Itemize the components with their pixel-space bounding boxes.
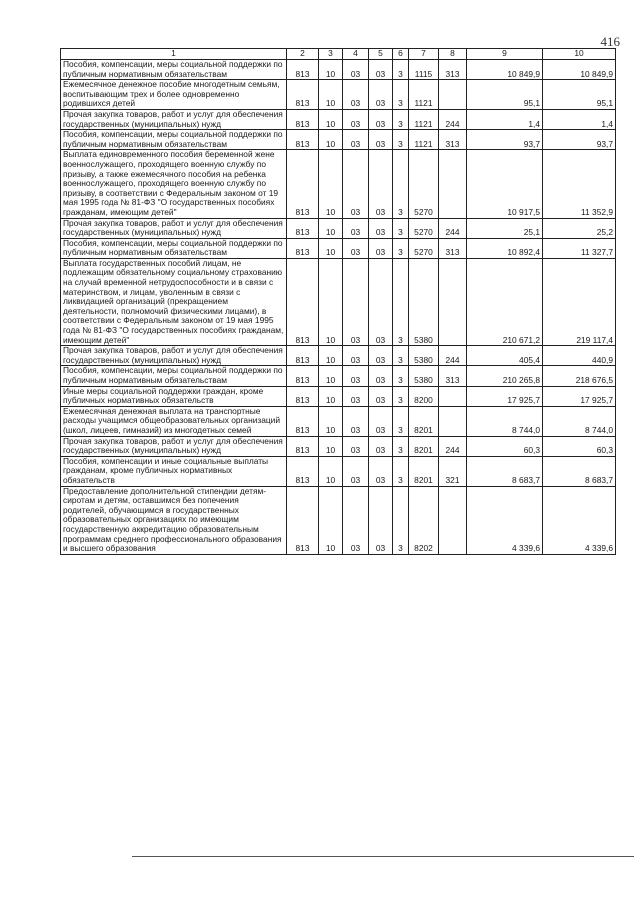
cell-program: 03 (369, 258, 393, 345)
cell-subprogram: 3 (393, 436, 409, 456)
cell-section: 10 (319, 486, 343, 554)
cell-admin-code: 813 (287, 150, 319, 218)
table-row (61, 130, 616, 150)
table-row (61, 486, 616, 554)
cell-section: 10 (319, 60, 343, 80)
cell-admin-code: 813 (287, 60, 319, 80)
row-description: Прочая закупка товаров, работ и услуг для обеспечения государственных (муниципальных) нужд (61, 346, 287, 366)
cell-expense-type (439, 150, 467, 218)
cell-subprogram: 3 (393, 150, 409, 218)
cell-item-code: 1121 (409, 130, 439, 150)
cell-subsection: 03 (343, 456, 369, 486)
footer-rule (132, 856, 634, 857)
cell-amount-year2: 440,9 (543, 346, 616, 366)
cell-amount-year1: 10 917,5 (467, 150, 543, 218)
cell-section: 10 (319, 150, 343, 218)
cell-amount-year1: 210 671,2 (467, 258, 543, 345)
cell-program: 03 (369, 486, 393, 554)
table-row (61, 238, 616, 258)
cell-admin-code: 813 (287, 366, 319, 386)
cell-subsection: 03 (343, 258, 369, 345)
cell-program: 03 (369, 130, 393, 150)
cell-amount-year2: 11 352,9 (543, 150, 616, 218)
cell-subsection: 03 (343, 150, 369, 218)
cell-section: 10 (319, 366, 343, 386)
cell-expense-type: 244 (439, 109, 467, 129)
cell-section: 10 (319, 109, 343, 129)
cell-program: 03 (369, 238, 393, 258)
cell-amount-year2: 4 339,6 (543, 486, 616, 554)
cell-amount-year2: 8 683,7 (543, 456, 616, 486)
cell-amount-year1: 25,1 (467, 218, 543, 238)
cell-item-code: 5380 (409, 258, 439, 345)
row-description: Прочая закупка товаров, работ и услуг для обеспечения государственных (муниципальных) нужд (61, 436, 287, 456)
table-row (61, 346, 616, 366)
cell-program: 03 (369, 346, 393, 366)
cell-subsection: 03 (343, 406, 369, 436)
cell-expense-type: 313 (439, 60, 467, 80)
row-description: Пособия, компенсации, меры социальной поддержки по публичным нормативным обязательствам (61, 366, 287, 386)
table-row (61, 386, 616, 406)
cell-admin-code: 813 (287, 456, 319, 486)
row-description: Ежемесячное денежное пособие многодетным семьям, воспитывающим трех и более одновременно родившихся детей (61, 80, 287, 110)
cell-admin-code: 813 (287, 406, 319, 436)
cell-item-code: 8201 (409, 406, 439, 436)
budget-table (60, 48, 616, 555)
cell-amount-year1: 17 925,7 (467, 386, 543, 406)
cell-subprogram: 3 (393, 238, 409, 258)
header-row (61, 49, 616, 60)
cell-amount-year2: 219 117,4 (543, 258, 616, 345)
cell-amount-year2: 8 744,0 (543, 406, 616, 436)
cell-item-code: 1121 (409, 109, 439, 129)
cell-item-code: 1115 (409, 60, 439, 80)
cell-subprogram: 3 (393, 258, 409, 345)
cell-amount-year1: 10 892,4 (467, 238, 543, 258)
cell-admin-code: 813 (287, 258, 319, 345)
table-row (61, 456, 616, 486)
row-description: Пособия, компенсации и иные социальные выплаты гражданам, кроме публичных нормативных обязательств (61, 456, 287, 486)
cell-section: 10 (319, 436, 343, 456)
cell-program: 03 (369, 436, 393, 456)
cell-program: 03 (369, 366, 393, 386)
cell-program: 03 (369, 218, 393, 238)
cell-subprogram: 3 (393, 109, 409, 129)
cell-amount-year2: 1,4 (543, 109, 616, 129)
cell-program: 03 (369, 60, 393, 80)
cell-subprogram: 3 (393, 130, 409, 150)
row-description: Выплата единовременного пособия беременной жене военнослужащего, проходящего военную службу по призыву, а также ежемесячного пособия на ребенка военнослужащего, проходящего военную службу по призыву, в соответствии с Федеральным законом от 19 мая 1995 года № 81-ФЗ "О государственных пособиях гражданам, имеющим детей" (61, 150, 287, 218)
table-row (61, 366, 616, 386)
cell-amount-year1: 93,7 (467, 130, 543, 150)
cell-item-code: 5380 (409, 366, 439, 386)
cell-expense-type: 313 (439, 238, 467, 258)
cell-admin-code: 813 (287, 238, 319, 258)
table-row (61, 60, 616, 80)
row-description: Прочая закупка товаров, работ и услуг для обеспечения государственных (муниципальных) нужд (61, 218, 287, 238)
cell-amount-year2: 10 849,9 (543, 60, 616, 80)
cell-expense-type: 244 (439, 218, 467, 238)
cell-program: 03 (369, 80, 393, 110)
cell-subsection: 03 (343, 436, 369, 456)
cell-amount-year1: 95,1 (467, 80, 543, 110)
cell-amount-year2: 60,3 (543, 436, 616, 456)
cell-amount-year2: 95,1 (543, 80, 616, 110)
cell-subprogram: 3 (393, 346, 409, 366)
cell-expense-type (439, 406, 467, 436)
cell-amount-year1: 1,4 (467, 109, 543, 129)
cell-section: 10 (319, 456, 343, 486)
cell-admin-code: 813 (287, 486, 319, 554)
cell-amount-year2: 93,7 (543, 130, 616, 150)
cell-expense-type: 244 (439, 346, 467, 366)
column-header: 4 (343, 49, 369, 60)
row-description: Пособия, компенсации, меры социальной поддержки по публичным нормативным обязательствам (61, 238, 287, 258)
cell-subprogram: 3 (393, 80, 409, 110)
row-description: Прочая закупка товаров, работ и услуг для обеспечения государственных (муниципальных) нужд (61, 109, 287, 129)
row-description: Выплата государственных пособий лицам, не подлежащим обязательному социальному страхованию на случай временной нетрудоспособности и в связи с материнством, и лицам, уволенным в связи с ликвидацией организаций (прекращением деятельности, полномочий физическими лицами), в соответствии с Федеральным законом от 19 мая 1995 года № 81-ФЗ "О государственных пособиях гражданам, имеющим детей" (61, 258, 287, 345)
cell-amount-year2: 218 676,5 (543, 366, 616, 386)
cell-expense-type: 313 (439, 130, 467, 150)
cell-section: 10 (319, 218, 343, 238)
cell-expense-type (439, 486, 467, 554)
cell-item-code: 5270 (409, 150, 439, 218)
cell-amount-year1: 8 744,0 (467, 406, 543, 436)
page-number: 416 (600, 34, 620, 49)
cell-item-code: 5270 (409, 218, 439, 238)
cell-subsection: 03 (343, 238, 369, 258)
cell-amount-year1: 4 339,6 (467, 486, 543, 554)
cell-subsection: 03 (343, 80, 369, 110)
cell-admin-code: 813 (287, 218, 319, 238)
cell-subsection: 03 (343, 218, 369, 238)
cell-admin-code: 813 (287, 386, 319, 406)
cell-program: 03 (369, 456, 393, 486)
cell-section: 10 (319, 406, 343, 436)
cell-subsection: 03 (343, 130, 369, 150)
cell-item-code: 5270 (409, 238, 439, 258)
cell-admin-code: 813 (287, 130, 319, 150)
column-header: 3 (319, 49, 343, 60)
cell-subprogram: 3 (393, 386, 409, 406)
cell-amount-year2: 25,2 (543, 218, 616, 238)
cell-subprogram: 3 (393, 486, 409, 554)
cell-item-code: 5380 (409, 346, 439, 366)
cell-amount-year1: 60,3 (467, 436, 543, 456)
cell-section: 10 (319, 386, 343, 406)
cell-subprogram: 3 (393, 366, 409, 386)
column-header: 1 (61, 49, 287, 60)
row-description: Пособия, компенсации, меры социальной поддержки по публичным нормативным обязательствам (61, 60, 287, 80)
cell-admin-code: 813 (287, 109, 319, 129)
row-description: Иные меры социальной поддержки граждан, кроме публичных нормативных обязательств (61, 386, 287, 406)
column-header: 9 (467, 49, 543, 60)
cell-subsection: 03 (343, 109, 369, 129)
table-row (61, 80, 616, 110)
cell-item-code: 8201 (409, 436, 439, 456)
cell-program: 03 (369, 406, 393, 436)
cell-admin-code: 813 (287, 346, 319, 366)
cell-section: 10 (319, 130, 343, 150)
cell-amount-year1: 10 849,9 (467, 60, 543, 80)
cell-subprogram: 3 (393, 406, 409, 436)
cell-amount-year1: 210 265,8 (467, 366, 543, 386)
cell-subsection: 03 (343, 386, 369, 406)
cell-amount-year1: 405,4 (467, 346, 543, 366)
cell-section: 10 (319, 80, 343, 110)
cell-admin-code: 813 (287, 436, 319, 456)
column-header: 5 (369, 49, 393, 60)
cell-section: 10 (319, 238, 343, 258)
column-header: 7 (409, 49, 439, 60)
row-description: Предоставление дополнительной стипендии детям-сиротам и детям, оставшимся без попечения родителей, обучающимся в государственных образовательных организациях по имеющим государственную аккредитацию образовательным программам среднего профессионального образования и высшего образования (61, 486, 287, 554)
cell-subprogram: 3 (393, 456, 409, 486)
cell-subsection: 03 (343, 60, 369, 80)
cell-program: 03 (369, 386, 393, 406)
column-header: 8 (439, 49, 467, 60)
column-header: 2 (287, 49, 319, 60)
cell-expense-type: 313 (439, 366, 467, 386)
cell-item-code: 8200 (409, 386, 439, 406)
cell-section: 10 (319, 258, 343, 345)
cell-amount-year1: 8 683,7 (467, 456, 543, 486)
column-header: 6 (393, 49, 409, 60)
cell-expense-type: 321 (439, 456, 467, 486)
cell-subprogram: 3 (393, 60, 409, 80)
cell-admin-code: 813 (287, 80, 319, 110)
column-header: 10 (543, 49, 616, 60)
table-row (61, 218, 616, 238)
row-description: Пособия, компенсации, меры социальной поддержки по публичным нормативным обязательствам (61, 130, 287, 150)
table-row (61, 406, 616, 436)
cell-expense-type (439, 80, 467, 110)
cell-section: 10 (319, 346, 343, 366)
cell-amount-year2: 11 327,7 (543, 238, 616, 258)
cell-subprogram: 3 (393, 218, 409, 238)
cell-expense-type: 244 (439, 436, 467, 456)
cell-subsection: 03 (343, 346, 369, 366)
cell-item-code: 1121 (409, 80, 439, 110)
table-row (61, 109, 616, 129)
cell-subsection: 03 (343, 366, 369, 386)
cell-expense-type (439, 258, 467, 345)
cell-item-code: 8201 (409, 456, 439, 486)
table-row (61, 258, 616, 345)
table-row (61, 150, 616, 218)
cell-program: 03 (369, 150, 393, 218)
cell-program: 03 (369, 109, 393, 129)
row-description: Ежемесячная денежная выплата на транспортные расходы учащимся общеобразовательных организаций (школ, лицеев, гимназий) из многодетных семей (61, 406, 287, 436)
cell-amount-year2: 17 925,7 (543, 386, 616, 406)
cell-subsection: 03 (343, 486, 369, 554)
cell-item-code: 8202 (409, 486, 439, 554)
table-row (61, 436, 616, 456)
cell-expense-type (439, 386, 467, 406)
